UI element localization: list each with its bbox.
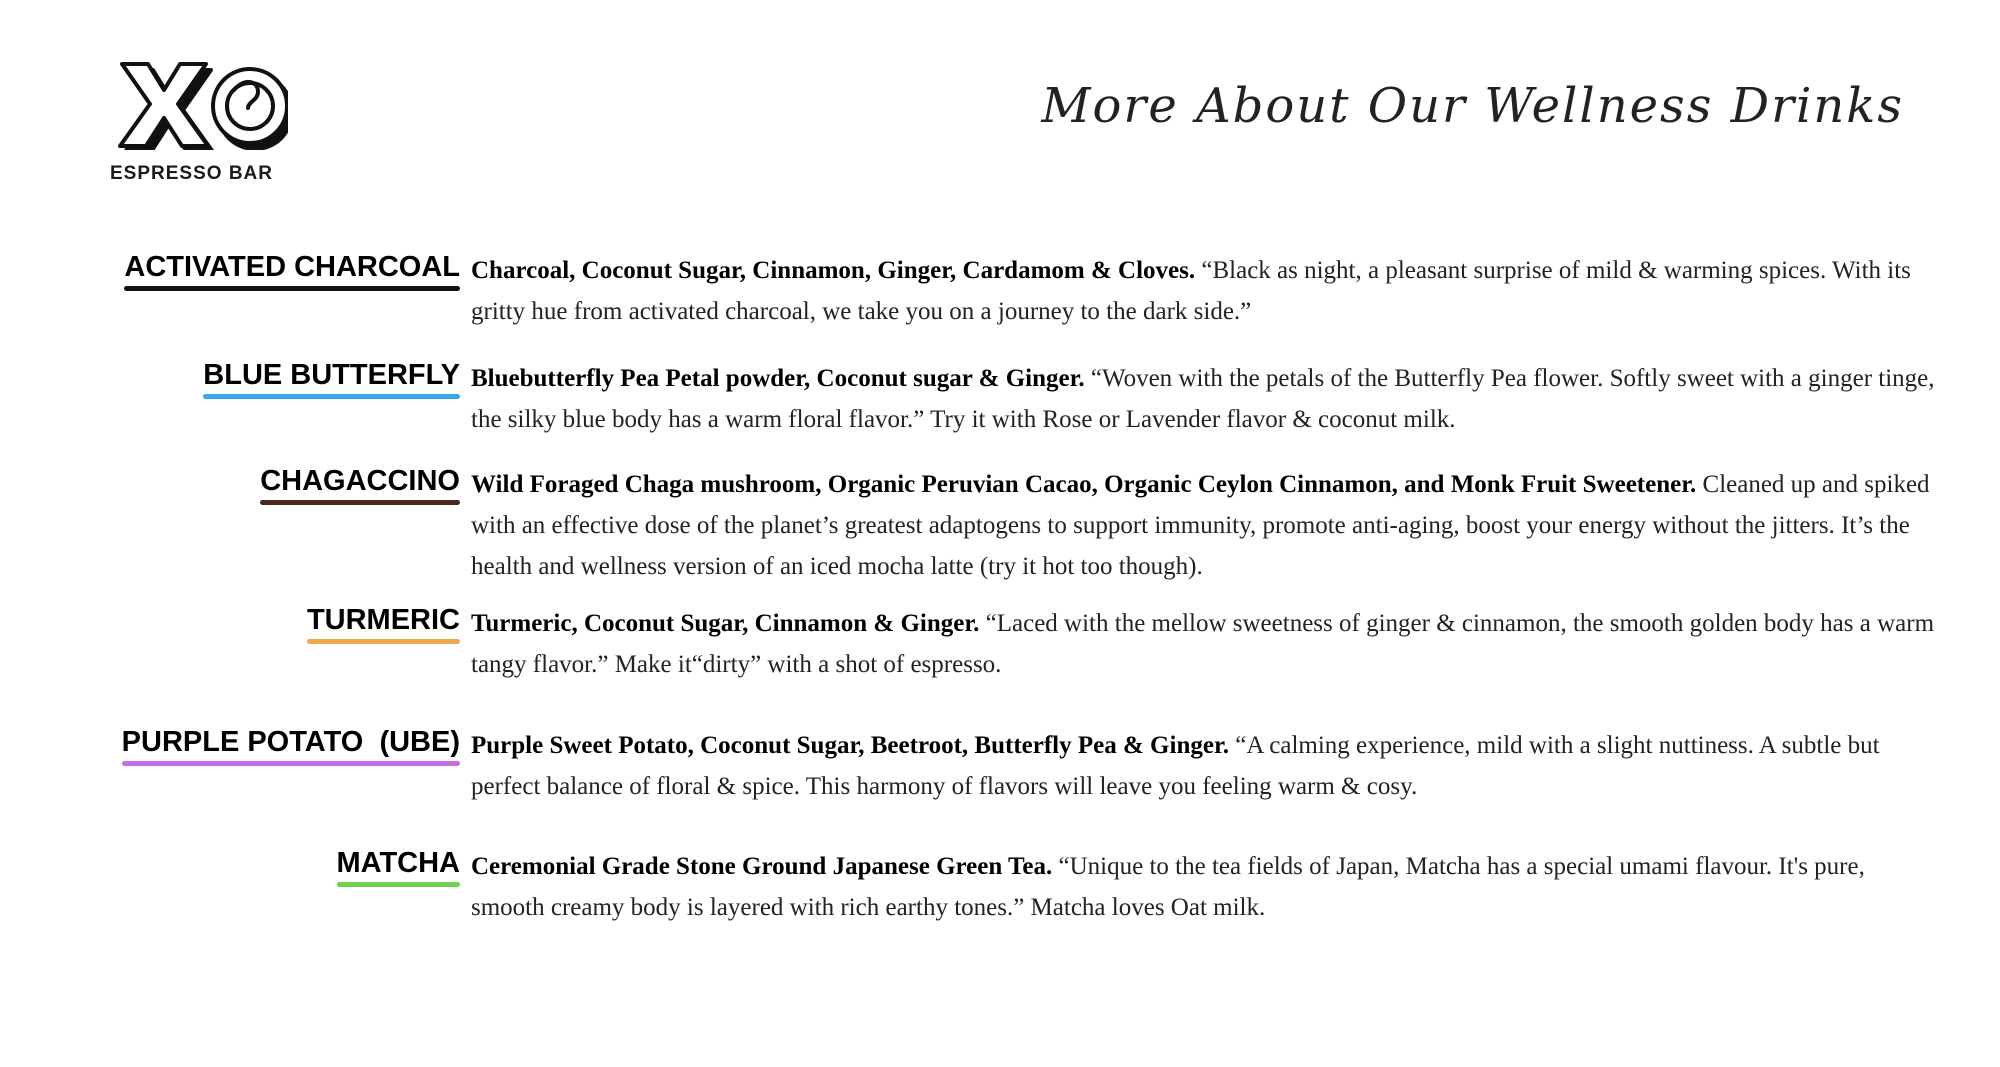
page-title: More About Our Wellness Drinks — [1041, 78, 1904, 134]
drink-name-label: ACTIVATED CHARCOAL — [124, 251, 460, 283]
drink-name-underline — [307, 639, 460, 644]
drink-name-underline — [260, 500, 460, 505]
drink-description — [471, 846, 1941, 928]
drink-name — [307, 603, 460, 640]
drink-name — [124, 250, 460, 287]
xo-logo — [108, 50, 298, 150]
drink-ingredients: Bluebutterfly Pea Petal powder, Coconut sugar & Ginger. — [471, 365, 1085, 392]
drink-name-underline — [124, 286, 460, 291]
drink-description — [471, 603, 1941, 685]
drink-name-label: MATCHA — [336, 847, 460, 879]
drink-description — [471, 464, 1941, 587]
drink-description — [471, 725, 1941, 807]
drink-blurb: “Woven with the petals of the Butterfly Pea flower. Softly sweet with a ginger tinge, the silky blue body has a warm floral flavor.” Try it with Rose or Lavender flavor & coconut milk. — [471, 365, 1935, 433]
drink-description — [471, 250, 1941, 332]
drink-name-label: BLUE BUTTERFLY — [203, 359, 460, 391]
drink-ingredients: Ceremonial Grade Stone Ground Japanese Green Tea. — [471, 853, 1053, 880]
drink-name — [337, 846, 461, 883]
xo-logo-mark — [108, 50, 288, 150]
drink-name — [203, 358, 460, 395]
drink-blurb: “Unique to the tea fields of Japan, Matcha has a special umami flavour. It's pure, smooth creamy body is layered with rich earthy tones.” Matcha loves Oat milk. — [471, 853, 1865, 921]
logo-subtitle: ESPRESSO BAR — [110, 163, 273, 184]
drink-ingredients: Purple Sweet Potato, Coconut Sugar, Beetroot, Butterfly Pea & Ginger. — [471, 732, 1229, 759]
drink-ingredients: Wild Foraged Chaga mushroom, Organic Peruvian Cacao, Organic Ceylon Cinnamon, and Monk Fruit Sweetener. — [471, 471, 1697, 498]
drink-blurb: “Laced with the mellow sweetness of ginger & cinnamon, the smooth golden body has a warm tangy flavor.” Make it“dirty” with a shot of espresso. — [471, 610, 1935, 678]
drink-blurb: “A calming experience, mild with a slight nuttiness. A subtle but perfect balance of floral & spice. This harmony of flavors will leave you feeling warm & cosy. — [471, 732, 1880, 800]
drink-blurb: “Black as night, a pleasant surprise of mild & warming spices. With its gritty hue from activated charcoal, we take you on a journey to the dark side.” — [471, 257, 1911, 325]
drink-name — [260, 464, 460, 501]
drink-description — [471, 358, 1941, 440]
drink-blurb: Cleaned up and spiked with an effective dose of the planet’s greatest adaptogens to support immunity, promote anti-aging, boost your energy without the jitters. It’s the health and wellness version of an iced mocha latte (try it hot too though). — [471, 471, 1930, 580]
drink-ingredients: Charcoal, Coconut Sugar, Cinnamon, Ginger, Cardamom & Cloves. — [471, 257, 1196, 284]
drink-name-label: TURMERIC — [306, 604, 460, 636]
drink-ingredients: Turmeric, Coconut Sugar, Cinnamon & Ginger. — [471, 610, 980, 637]
drink-name-underline — [122, 761, 460, 766]
drink-name-underline — [203, 394, 460, 399]
drink-name-label: CHAGACCINO — [260, 465, 460, 497]
drink-name-label: PURPLE POTATO (UBE) — [121, 726, 460, 758]
drink-name-underline — [337, 882, 461, 887]
drink-name — [122, 725, 460, 762]
